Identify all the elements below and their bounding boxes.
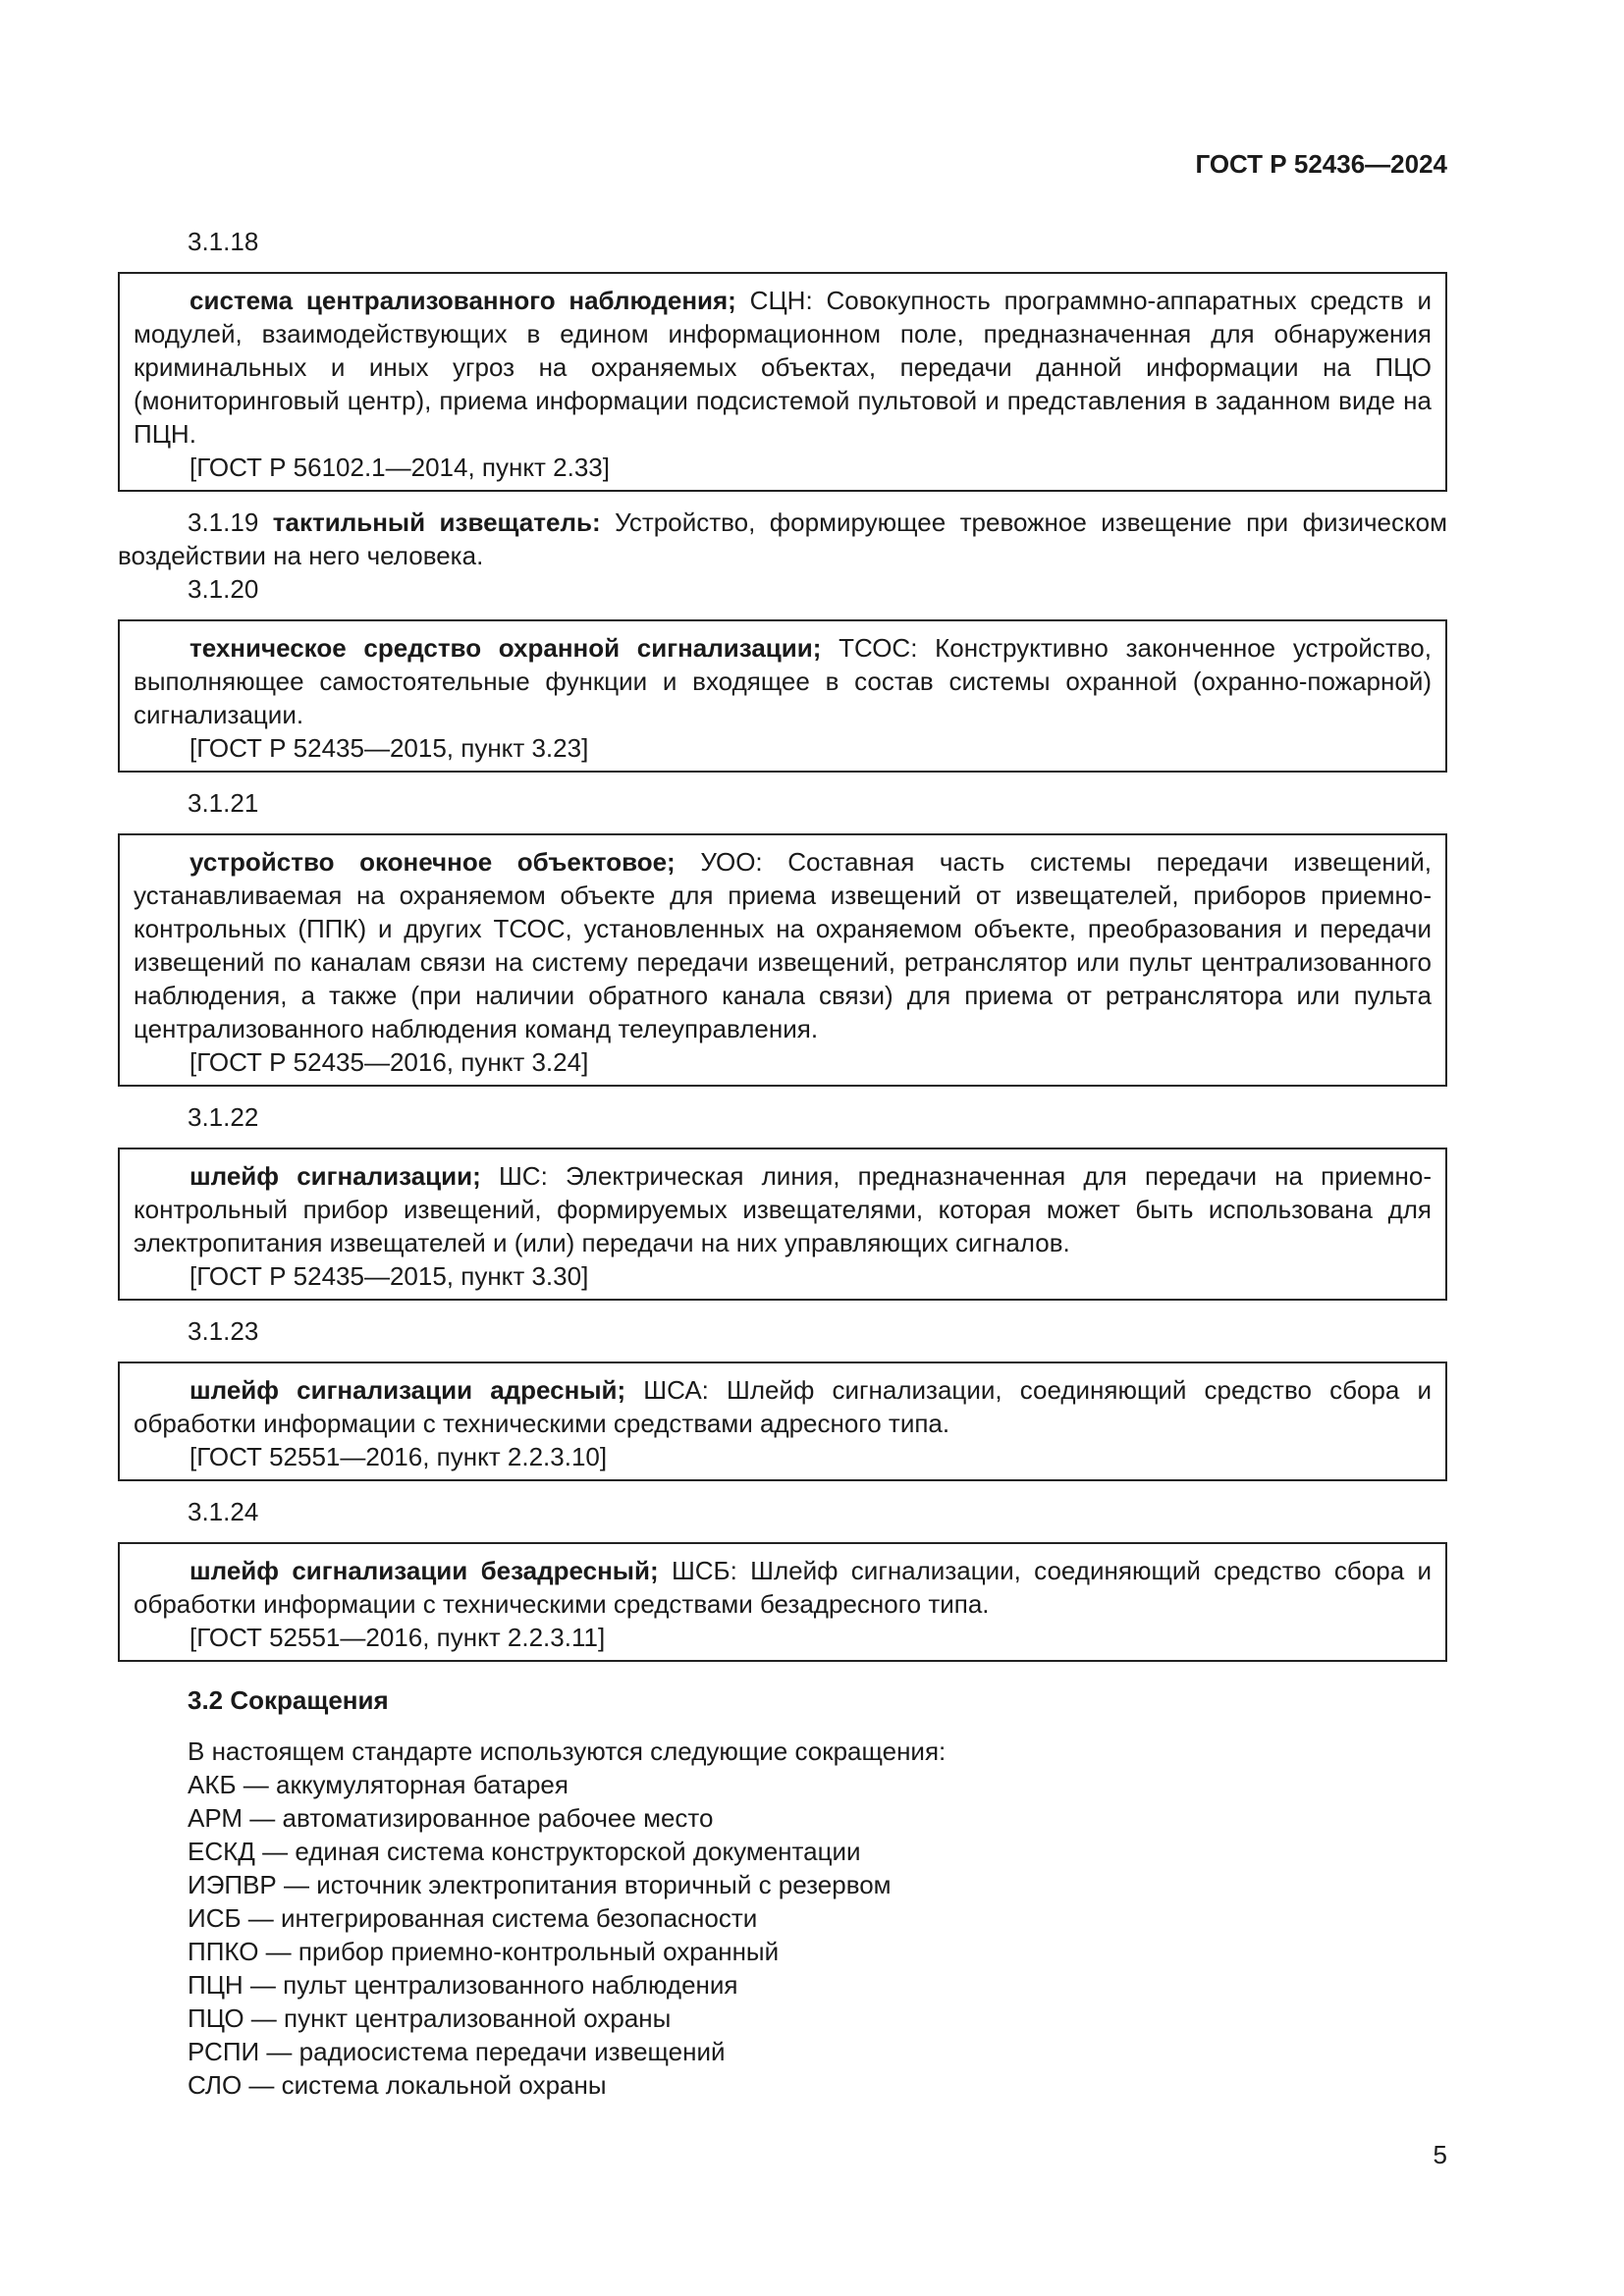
term-number: 3.1.24	[188, 1497, 259, 1526]
page-number: 5	[1433, 2140, 1447, 2169]
term-name: шлейф сигнализации;	[189, 1161, 481, 1191]
term-definition: УОО: Составная часть системы передачи извещений, устанавливаемая на охраняемом объекте для приема извещений от извещателей, приборов приемно-контрольных (ППК) и других ТСОС, установленных на охраняемом объекте, преобразования и передачи извещений по каналам связи на систему передачи извещений, ретранслятор или пульт централизованного наблюдения, а также (при наличии обратного канала связи) для приема от ретранслятора или пульта централизованного наблюдения команд телеуправления.	[134, 847, 1432, 1043]
inline-term-entry	[118, 506, 1447, 572]
abbreviation-item: АКБ — аккумуляторная батарея	[188, 1770, 568, 1799]
term-definition: СЦН: Совокупность программно-аппаратных средств и модулей, взаимодействующих в едином информационном поле, предназначенная для обнаружения криминальных и иных угроз на охраняемых объектах, передачи данной информации на ПЦО (мониторинговый центр), приема информации подсистемой пультовой и представления в заданном виде на ПЦН.	[134, 286, 1432, 449]
term-name: тактильный извещатель:	[272, 507, 601, 537]
abbreviation-item: ИСБ — интегрированная система безопасности	[188, 1903, 758, 1933]
term-name: шлейф сигнализации адресный;	[189, 1375, 626, 1405]
term-name: устройство оконечное объектовое;	[189, 847, 676, 877]
term-number: 3.1.23	[188, 1316, 259, 1346]
page-content	[118, 225, 1447, 2102]
abbreviation-item: ПЦО — пункт централизованной охраны	[188, 2003, 672, 2033]
term-name: техническое средство охранной сигнализации;	[189, 633, 822, 663]
term-source: [ГОСТ Р 56102.1—2014, пункт 2.33]	[189, 453, 610, 482]
term-name: система централизованного наблюдения;	[189, 286, 736, 315]
term-text	[134, 845, 1432, 1045]
term-definition: ТСОС: Конструктивно законченное устройство, выполняющее самостоятельные функции и входящее в состав системы охранной (охранно-пожарной) сигнализации.	[134, 633, 1432, 729]
abbreviation-item: ППКО — прибор приемно-контрольный охранный	[188, 1937, 780, 1966]
term-definition-box	[118, 1148, 1447, 1301]
document-header: ГОСТ Р 52436—2024	[1195, 149, 1447, 179]
abbreviation-item: ЕСКД — единая система конструкторской документации	[188, 1837, 861, 1866]
term-text	[134, 1373, 1432, 1440]
term-text	[134, 284, 1432, 451]
term-definition-box	[118, 272, 1447, 492]
term-name: шлейф сигнализации безадресный;	[189, 1556, 659, 1585]
term-definition-box	[118, 1542, 1447, 1662]
term-definition: ШСА: Шлейф сигнализации, соединяющий средство сбора и обработки информации с техническими средствами адресного типа.	[134, 1375, 1432, 1438]
term-source: [ГОСТ Р 52435—2015, пункт 3.30]	[189, 1261, 589, 1291]
term-number: 3.1.20	[188, 574, 259, 604]
term-definition-box	[118, 619, 1447, 773]
term-text	[134, 1159, 1432, 1259]
term-text	[134, 1554, 1432, 1621]
term-source: [ГОСТ Р 52435—2015, пункт 3.23]	[189, 733, 589, 763]
section-title: 3.2 Сокращения	[188, 1685, 389, 1715]
term-definition: ШС: Электрическая линия, предназначенная для передачи на приемно-контрольный прибор извещений, формируемых извещателями, которая может быть использована для электропитания извещателей и (или) передачи на них управляющих сигналов.	[134, 1161, 1432, 1257]
abbreviation-item: ПЦН — пульт централизованного наблюдения	[188, 1970, 738, 2000]
abbreviation-item: СЛО — система локальной охраны	[188, 2070, 607, 2100]
term-definition-box	[118, 833, 1447, 1087]
term-source: [ГОСТ 52551—2016, пункт 2.2.3.11]	[189, 1623, 606, 1652]
term-definition-box	[118, 1362, 1447, 1481]
abbreviation-item: АРМ — автоматизированное рабочее место	[188, 1803, 714, 1833]
term-definition: ШСБ: Шлейф сигнализации, соединяющий средство сбора и обработки информации с техническими средствами безадресного типа.	[134, 1556, 1432, 1619]
term-number: 3.1.22	[188, 1102, 259, 1132]
term-number: 3.1.19	[188, 507, 259, 537]
term-number: 3.1.18	[188, 227, 259, 256]
term-number: 3.1.21	[188, 788, 259, 818]
term-source: [ГОСТ 52551—2016, пункт 2.2.3.10]	[189, 1442, 608, 1471]
term-definition: Устройство, формирующее тревожное извещение при физическом воздействии на него человека.	[118, 507, 1447, 570]
term-text	[134, 631, 1432, 731]
term-source: [ГОСТ Р 52435—2016, пункт 3.24]	[189, 1047, 589, 1077]
abbreviation-item: ИЭПВР — источник электропитания вторичный с резервом	[188, 1870, 892, 1899]
section-intro: В настоящем стандарте используются следующие сокращения:	[188, 1736, 947, 1766]
abbreviation-item: РСПИ — радиосистема передачи извещений	[188, 2037, 726, 2066]
